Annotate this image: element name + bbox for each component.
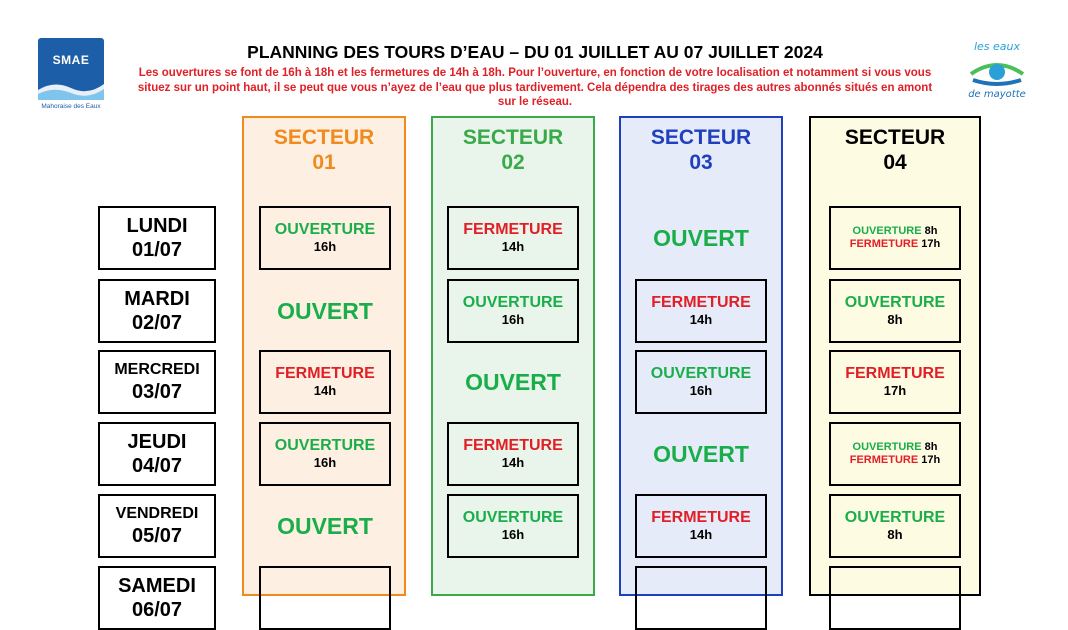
sector-02-header bbox=[433, 118, 593, 175]
smae-caption: Mahoraise des Eaux bbox=[41, 103, 101, 110]
page-subtitle: Les ouvertures se font de 16h à 18h et les fermetures de 14h à 18h. Pour l’ouverture, en fonction de votre localisation et notamment si vous vous situez sur un point haut, il se peut que vous n’ayez de l’eau que plus tardivement. Cela dépendra des tirages des autres abonnés situés en amont sur le réseau. bbox=[137, 67, 933, 108]
status-text: OUVERT bbox=[277, 298, 373, 324]
status-time: 8h bbox=[887, 312, 903, 327]
status-text: OUVERT bbox=[653, 441, 749, 467]
schedule-cell bbox=[829, 494, 961, 558]
status-text: FERMETURE bbox=[275, 365, 375, 382]
eaux-logo-top: les eaux bbox=[973, 40, 1021, 53]
status-text: OUVERTURE bbox=[852, 441, 922, 453]
schedule-cell bbox=[635, 279, 767, 343]
status-time: 14h bbox=[313, 383, 337, 398]
smae-logo bbox=[38, 38, 104, 113]
schedule-cell bbox=[259, 279, 391, 343]
status-time: 8h bbox=[924, 225, 938, 237]
status-text: FERMETURE bbox=[849, 238, 919, 250]
status-time: 17h bbox=[883, 383, 907, 398]
day-name: MARDI bbox=[124, 288, 190, 310]
schedule-cell bbox=[447, 279, 579, 343]
status-text: OUVERT bbox=[465, 369, 561, 395]
water-drop-icon bbox=[967, 54, 1027, 88]
day-vendredi bbox=[98, 494, 216, 558]
schedule-cell bbox=[635, 350, 767, 414]
sector-label: SECTEUR bbox=[462, 126, 564, 149]
sector-label: SECTEUR bbox=[650, 126, 752, 149]
status-time: 14h bbox=[501, 455, 525, 470]
day-jeudi bbox=[98, 422, 216, 486]
day-name: VENDREDI bbox=[115, 505, 199, 522]
eaux-logo-bottom: de mayotte bbox=[968, 89, 1026, 100]
sector-number: 02 bbox=[501, 151, 525, 174]
schedule-cell bbox=[635, 566, 767, 630]
schedule-cell bbox=[635, 206, 767, 270]
schedule-cell bbox=[829, 422, 961, 486]
schedule-cell bbox=[259, 566, 391, 630]
sector-number: 01 bbox=[312, 151, 336, 174]
dual-status-close bbox=[850, 238, 940, 251]
status-time: 16h bbox=[313, 239, 337, 254]
status-text: OUVERTURE bbox=[462, 294, 564, 311]
schedule-cell bbox=[829, 566, 961, 630]
dual-status-open bbox=[853, 225, 938, 238]
status-text: FERMETURE bbox=[849, 454, 919, 466]
status-time: 16h bbox=[501, 312, 525, 327]
day-date: 04/07 bbox=[131, 455, 183, 477]
schedule-cell bbox=[259, 494, 391, 558]
day-lundi bbox=[98, 206, 216, 270]
status-text: OUVERT bbox=[277, 513, 373, 539]
day-name: JEUDI bbox=[127, 431, 187, 453]
status-text: OUVERTURE bbox=[274, 437, 376, 454]
status-text: OUVERTURE bbox=[462, 509, 564, 526]
status-time: 17h bbox=[921, 454, 941, 466]
smae-logo-text: SMAE bbox=[52, 53, 90, 67]
schedule-cell bbox=[259, 422, 391, 486]
day-name: MERCREDI bbox=[114, 361, 200, 378]
status-time: 14h bbox=[689, 312, 713, 327]
status-time: 14h bbox=[689, 527, 713, 542]
sector-01-header bbox=[244, 118, 404, 175]
schedule-cell bbox=[635, 494, 767, 558]
status-text: FERMETURE bbox=[845, 365, 945, 382]
schedule-cell bbox=[447, 494, 579, 558]
status-time: 8h bbox=[924, 441, 938, 453]
status-text: FERMETURE bbox=[463, 221, 563, 238]
status-text: OUVERTURE bbox=[844, 294, 946, 311]
status-text: FERMETURE bbox=[463, 437, 563, 454]
day-date: 06/07 bbox=[131, 599, 183, 621]
status-text: OUVERT bbox=[653, 225, 749, 251]
day-name: LUNDI bbox=[126, 215, 188, 237]
schedule-cell bbox=[829, 350, 961, 414]
schedule-cell bbox=[259, 206, 391, 270]
sector-label: SECTEUR bbox=[273, 126, 375, 149]
status-text: OUVERTURE bbox=[844, 509, 946, 526]
day-date: 02/07 bbox=[131, 312, 183, 334]
schedule-cell bbox=[635, 422, 767, 486]
sector-number: 04 bbox=[883, 151, 907, 174]
sector-label: SECTEUR bbox=[844, 126, 946, 149]
status-text: OUVERTURE bbox=[650, 365, 752, 382]
status-time: 16h bbox=[501, 527, 525, 542]
status-text: OUVERTURE bbox=[274, 221, 376, 238]
status-time: 16h bbox=[313, 455, 337, 470]
status-time: 16h bbox=[689, 383, 713, 398]
eaux-mayotte-logo bbox=[962, 40, 1032, 106]
status-time: 8h bbox=[887, 527, 903, 542]
sector-number: 03 bbox=[689, 151, 713, 174]
schedule-cell bbox=[829, 206, 961, 270]
smae-logo-badge bbox=[38, 38, 104, 100]
dual-status-open bbox=[853, 441, 938, 454]
status-time: 17h bbox=[921, 238, 941, 250]
schedule-cell bbox=[259, 350, 391, 414]
status-time: 14h bbox=[501, 239, 525, 254]
dual-status-close bbox=[850, 454, 940, 467]
day-date: 01/07 bbox=[131, 239, 183, 261]
page-title: PLANNING DES TOURS D’EAU – DU 01 JUILLET AU 07 JUILLET 2024 bbox=[247, 42, 823, 62]
sector-04-header bbox=[811, 118, 979, 175]
status-text: OUVERTURE bbox=[852, 225, 922, 237]
schedule-cell bbox=[447, 422, 579, 486]
day-name: SAMEDI bbox=[118, 575, 196, 597]
status-text: FERMETURE bbox=[651, 294, 751, 311]
sector-03-header bbox=[621, 118, 781, 175]
status-text: FERMETURE bbox=[651, 509, 751, 526]
schedule-cell bbox=[447, 350, 579, 414]
wave-icon bbox=[38, 76, 104, 100]
day-date: 05/07 bbox=[131, 525, 183, 547]
day-mercredi bbox=[98, 350, 216, 414]
day-date: 03/07 bbox=[131, 381, 183, 403]
schedule-cell bbox=[829, 279, 961, 343]
day-mardi bbox=[98, 279, 216, 343]
schedule-cell bbox=[447, 206, 579, 270]
day-samedi bbox=[98, 566, 216, 630]
